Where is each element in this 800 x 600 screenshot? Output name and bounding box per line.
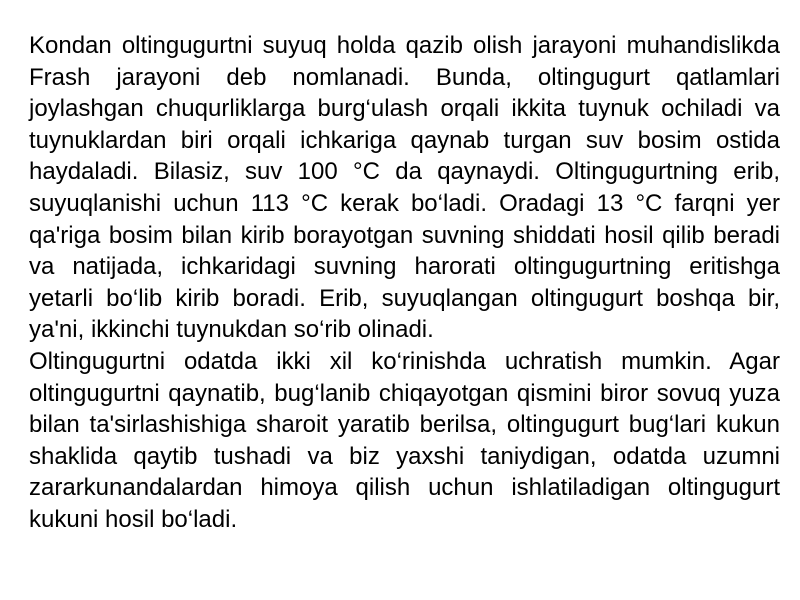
paragraph-sulfur-forms: Oltingugurtni odatda ikki xil ko‘rinishda uchratish mumkin. Agar oltingugurtni qaynatib, bug‘lanib chiqayotgan qismini biror sovuq yuza bilan ta'sirlashishiga sharoit yaratib berilsa, oltingugurt bug‘lari kukun shaklida qaytib tushadi va biz yaxshi taniydigan, odatda uzumni zararkunandalardan himoya qilish uchun ishlatiladigan oltingugurt kukuni hosil bo‘ladi. [29, 347, 780, 533]
document-body [29, 30, 780, 536]
paragraph-frash-process: Kondan oltingugurtni suyuq holda qazib olish jarayoni muhandislikda Frash jarayoni deb nomlanadi. Bunda, oltingugurt qatlamlari joylashgan chuqurliklarga burg‘ulash orqali ikkita tuynuk ochiladi va tuynuklardan biri orqali ichkariga qaynab turgan suv bosim ostida haydaladi. Bilasiz, suv 100 °C da qaynaydi. Oltingugurtning erib, suyuqlanishi uchun 113 °C kerak bo‘ladi. Oradagi 13 °C farqni yer qa'riga bosim bilan kirib borayotgan suvning shiddati hosil qilib beradi va natijada, ichkaridagi suvning harorati oltingugurtning eritishga yetarli bo‘lib kirib boradi. Erib, suyuqlangan oltingugurt boshqa bir, ya'ni, ikkinchi tuynukdan so‘rib olinadi. [29, 32, 780, 344]
